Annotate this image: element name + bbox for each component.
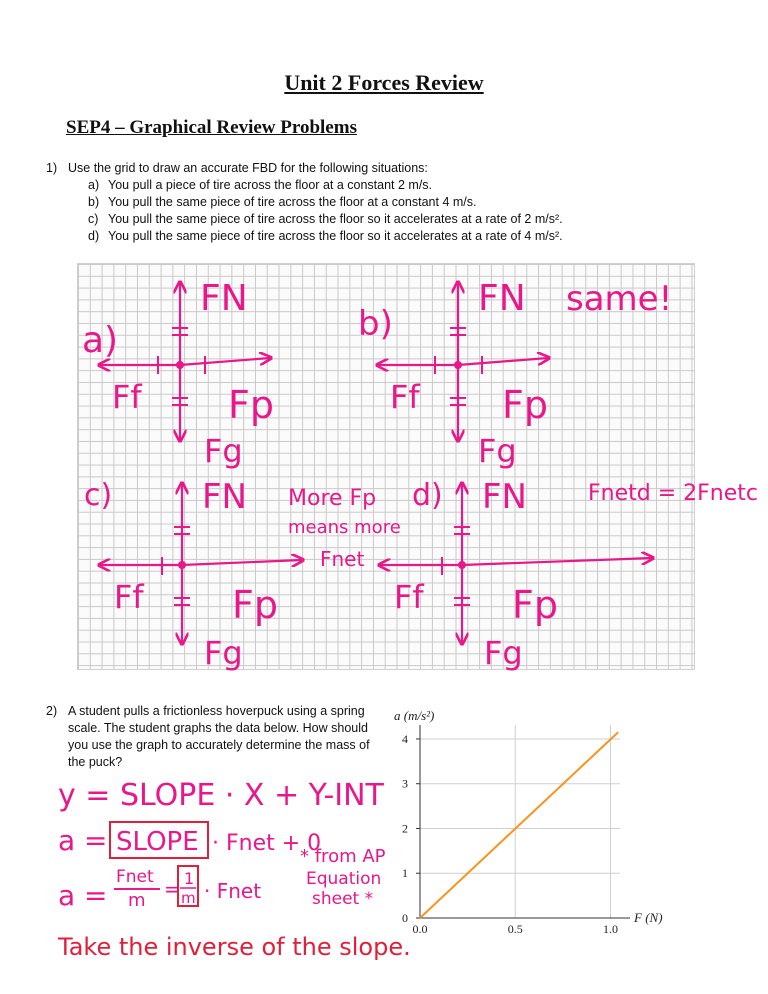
y-axis-label: a (m/s²) — [394, 708, 435, 723]
x-tick-label: 0.5 — [507, 922, 523, 936]
question-item-a: a) You pull a piece of tire across the floor at a constant 2 m/s. — [88, 178, 433, 192]
question-stem: Use the grid to draw an accurate FBD for the following situations: — [68, 161, 428, 175]
fbd-grid — [77, 263, 695, 670]
note-ap-1: * from AP — [300, 846, 386, 867]
fbd-d-fp: Fp — [512, 583, 558, 627]
question-item-c: c) You pull the same piece of tire across the floor so it accelerates at a rate of 2 m/s². — [88, 212, 563, 226]
eq-line3-end: · Fnet — [204, 879, 262, 903]
fbd-b-fn: FN — [478, 278, 526, 319]
fbd-c-label: c) — [84, 478, 113, 513]
fbd-b-label: b) — [358, 304, 393, 344]
question-stem: A student pulls a frictionless hoverpuck using a spring scale. The student graphs the data below. How should you use the graph to accurately determine the mass of the puck? — [68, 704, 370, 769]
x-tick-label: 1.0 — [602, 922, 618, 936]
eq-line3-num: Fnet — [116, 867, 154, 887]
y-tick-label: 3 — [402, 776, 408, 791]
x-tick-label: 0.0 — [412, 922, 428, 936]
note-same: same! — [566, 279, 673, 319]
note-fnet: Fnet — [320, 547, 365, 571]
fbd-a-fg: Fg — [204, 432, 243, 470]
y-tick-label: 4 — [402, 731, 408, 746]
fbd-a-ff: Ff — [112, 378, 142, 416]
fbd-d-fg: Fg — [484, 634, 523, 672]
conclusion-text: Take the inverse of the slope. — [58, 933, 411, 961]
y-tick-label: 2 — [402, 821, 408, 836]
note-means-more: means more — [288, 517, 401, 538]
note-ap-2: Equation — [306, 869, 382, 889]
fbd-b-fp: Fp — [502, 383, 548, 427]
note-more-fp: More Fp — [288, 486, 377, 511]
inverse-mass-box — [178, 866, 198, 906]
x-axis-label: F (N) — [634, 910, 663, 925]
fbd-d-ff: Ff — [394, 578, 424, 616]
series-line — [420, 732, 618, 918]
y-tick-label: 0 — [402, 911, 408, 925]
eq-line2-end: · Fnet + 0 — [212, 831, 322, 856]
page-title: Unit 2 Forces Review — [284, 70, 484, 95]
slope-box — [110, 822, 208, 858]
question-number: 1) — [46, 161, 58, 175]
fbd-d-label: d) — [412, 478, 443, 513]
fbd-a-label: a) — [82, 320, 119, 361]
fbd-b-ff: Ff — [390, 378, 420, 416]
fbd-d-fn: FN — [482, 477, 527, 517]
fbd-b-fg: Fg — [478, 432, 517, 470]
fbd-a-fn: FN — [200, 278, 248, 319]
fbd-c-fn: FN — [202, 477, 247, 517]
y-tick-label: 1 — [402, 866, 408, 881]
eq-line2-start: a = — [58, 824, 108, 857]
eq-line3-box-num: 1 — [184, 869, 195, 888]
section-heading: SEP4 – Graphical Review Problems — [66, 117, 357, 138]
eq-line3-eq: = — [164, 877, 181, 901]
note-ap-3: sheet * — [312, 889, 374, 909]
eq-line1: y = SLOPE · X + Y-INT — [58, 778, 384, 813]
eq-line3-den: m — [128, 890, 146, 911]
eq-line3-start: a = — [58, 879, 108, 912]
fbd-c-ff: Ff — [114, 578, 144, 616]
eq-line2-slope: SLOPE — [116, 827, 199, 857]
question-item-b: b) You pull the same piece of tire across the floor at a constant 4 m/s. — [88, 195, 477, 209]
fbd-c-fg: Fg — [204, 634, 243, 672]
eq-line3-box-den: m — [181, 889, 196, 907]
fbd-c-fp: Fp — [232, 583, 278, 627]
acceleration-force-chart — [380, 700, 710, 950]
question-number: 2) — [46, 704, 58, 718]
fbd-a-fp: Fp — [228, 383, 274, 427]
question-item-d: d) You pull the same piece of tire across the floor so it accelerates at a rate of 4 m/s². — [88, 229, 563, 243]
note-fnet-relation: Fnetd = 2Fnetc — [588, 481, 758, 506]
